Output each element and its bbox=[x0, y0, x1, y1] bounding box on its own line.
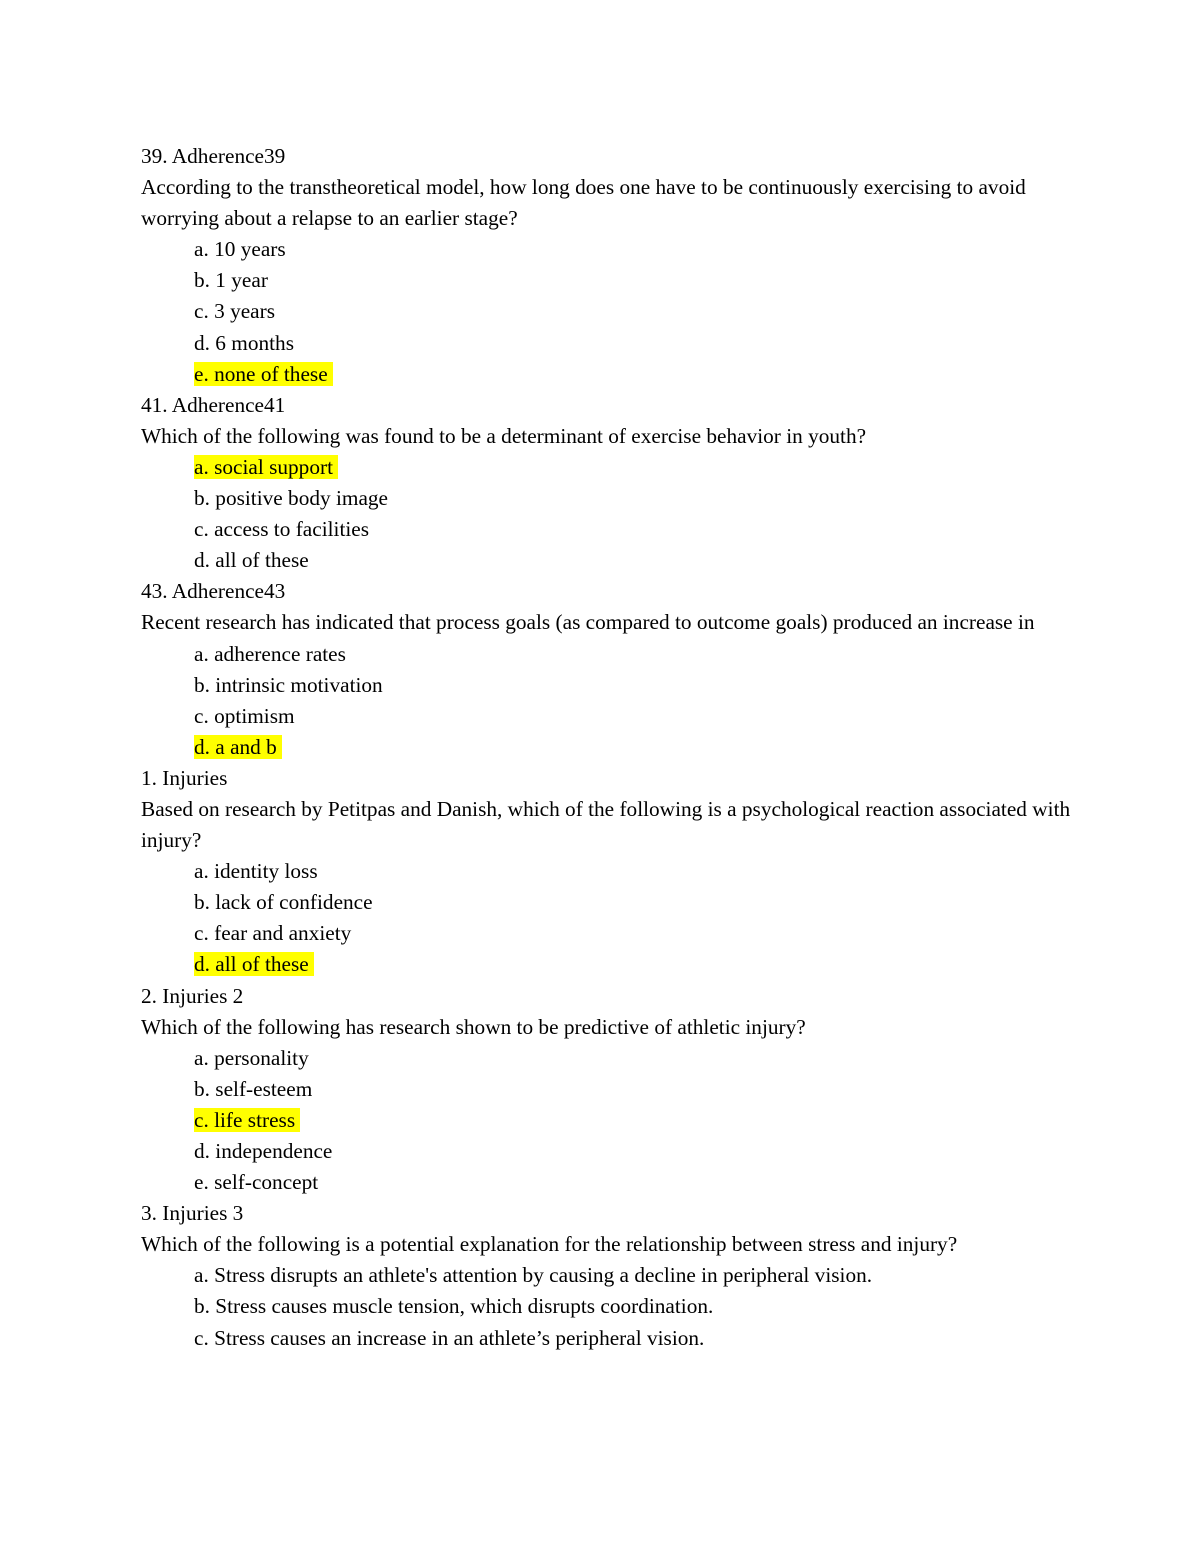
question-title: 43. Adherence43 bbox=[141, 579, 286, 604]
answer-option-label: d. 6 months bbox=[194, 330, 294, 355]
answer-option-label: a. personality bbox=[194, 1045, 309, 1070]
answer-option bbox=[141, 887, 1071, 918]
answer-option bbox=[141, 328, 1071, 359]
answer-option bbox=[141, 545, 1071, 576]
highlighted-answer: a. social support bbox=[194, 455, 338, 479]
question-text: Which of the following is a potential explanation for the relationship between stress and injury? bbox=[141, 1232, 958, 1257]
answer-option-label: d. independence bbox=[194, 1139, 333, 1163]
answer-option-label: c. optimism bbox=[194, 703, 295, 728]
answer-option bbox=[141, 1291, 1071, 1322]
answer-option-label: d. all of these bbox=[194, 548, 309, 573]
answer-option bbox=[141, 732, 1071, 763]
highlighted-answer: e. none of these bbox=[194, 362, 333, 386]
answer-option-label: b. lack of confidence bbox=[194, 890, 373, 915]
question-list bbox=[141, 141, 1071, 1354]
answer-option bbox=[141, 639, 1071, 670]
answer-option bbox=[141, 701, 1071, 732]
answer-option bbox=[141, 1043, 1071, 1074]
answer-option-label: b. Stress causes muscle tension, which disrupts coordination. bbox=[194, 1294, 714, 1319]
answer-option bbox=[141, 1105, 1071, 1136]
answer-option bbox=[141, 949, 1071, 980]
question-block bbox=[141, 576, 1071, 763]
answer-option-label: a. identity loss bbox=[194, 859, 318, 884]
answer-option bbox=[141, 1260, 1071, 1291]
answer-option bbox=[141, 234, 1071, 265]
answer-option bbox=[141, 918, 1071, 949]
answer-option bbox=[141, 670, 1071, 701]
question-block bbox=[141, 1198, 1071, 1353]
answer-option bbox=[141, 296, 1071, 327]
question-title: 1. Injuries bbox=[141, 765, 228, 790]
answer-option-label: c. Stress causes an increase in an athlete’s peripheral vision. bbox=[194, 1325, 705, 1350]
answer-option-label: b. intrinsic motivation bbox=[194, 672, 383, 697]
question-title: 41. Adherence41 bbox=[141, 392, 286, 417]
question-block bbox=[141, 763, 1071, 981]
answer-option bbox=[141, 1323, 1071, 1354]
answer-option bbox=[141, 1167, 1071, 1198]
answer-option bbox=[141, 265, 1071, 296]
answer-option-label: e. self-concept bbox=[194, 1170, 319, 1195]
question-block bbox=[141, 390, 1071, 577]
question-text: Based on research by Petitpas and Danish, which of the following is a psychological reaction associated with injury? bbox=[141, 796, 1071, 853]
question-text: Recent research has indicated that process goals (as compared to outcome goals) produced an increase in bbox=[141, 610, 1035, 635]
answer-option-label: c. fear and anxiety bbox=[194, 921, 352, 946]
question-text: Which of the following has research shown to be predictive of athletic injury? bbox=[141, 1014, 806, 1039]
highlighted-answer: c. life stress bbox=[194, 1108, 300, 1132]
question-block bbox=[141, 981, 1071, 1199]
answer-option bbox=[141, 483, 1071, 514]
answer-option bbox=[141, 1136, 1071, 1167]
answer-option-label: b. positive body image bbox=[194, 486, 389, 511]
answer-option bbox=[141, 856, 1071, 887]
answer-option bbox=[141, 452, 1071, 483]
highlighted-answer: d. all of these bbox=[194, 952, 314, 976]
answer-option bbox=[141, 359, 1071, 390]
answer-option-label: c. access to facilities bbox=[194, 517, 370, 542]
question-title: 3. Injuries 3 bbox=[141, 1201, 244, 1226]
answer-option-label: b. self-esteem bbox=[194, 1076, 313, 1101]
question-title: 39. Adherence39 bbox=[141, 144, 286, 168]
answer-option-label: c. 3 years bbox=[194, 299, 276, 324]
question-block bbox=[141, 141, 1071, 390]
answer-option-label: a. Stress disrupts an athlete's attention by causing a decline in peripheral vision. bbox=[194, 1263, 873, 1288]
answer-option-label: b. 1 year bbox=[194, 268, 268, 293]
answer-option bbox=[141, 1074, 1071, 1105]
answer-option-label: a. adherence rates bbox=[194, 641, 346, 666]
highlighted-answer: d. a and b bbox=[194, 735, 282, 759]
question-text: According to the transtheoretical model, how long does one have to be continuously exercising to avoid worrying about a relapse to an earlier stage? bbox=[141, 175, 1026, 231]
answer-option-label: a. 10 years bbox=[194, 237, 286, 262]
question-text: Which of the following was found to be a determinant of exercise behavior in youth? bbox=[141, 423, 867, 448]
answer-option bbox=[141, 514, 1071, 545]
question-title: 2. Injuries 2 bbox=[141, 983, 244, 1008]
